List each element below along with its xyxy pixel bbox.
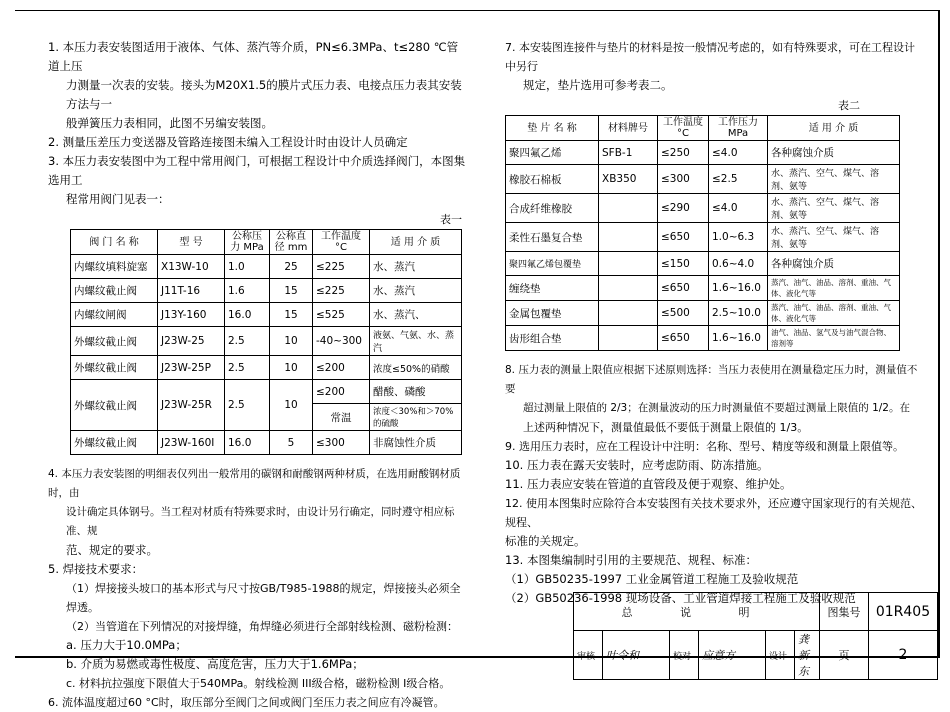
t1-cell: 常温 <box>313 404 370 431</box>
note-4-line-3: 范、规定的要求。 <box>66 543 158 557</box>
note-7-line-2: 规定，垫片选用可参考表二。 <box>523 78 673 92</box>
note-3-line-1: 3. 本压力表安装图中为工程中常用阀门，可根据工程设计中介质选择阀门，本图集选用工 <box>48 154 466 187</box>
drawing-title: 总 说 明 <box>574 593 820 631</box>
t2-cell: 金属包覆垫 <box>506 301 599 326</box>
t1-cell: ≤525 <box>313 303 370 327</box>
t2-cell: 油气、油品、氢气及与油气混合物、溶剂等 <box>768 326 900 351</box>
t2-cell <box>599 326 658 351</box>
t1-cell: J23W-25R <box>158 380 225 431</box>
table-row <box>71 303 462 327</box>
t2-cell: SFB-1 <box>599 141 658 165</box>
t1-cell: J23W-25P <box>158 356 225 380</box>
t2-cell: ≤500 <box>658 301 709 326</box>
t1-cell: 10 <box>270 380 313 431</box>
t2-cell: ≤650 <box>658 326 709 351</box>
t1-cell: 15 <box>270 279 313 303</box>
note-1-line-1: 1. 本压力表安装图适用于液体、气体、蒸汽等介质，PN≤6.3MPa、t≤280 ℃管道上压 <box>48 40 459 73</box>
t2-cell: 柔性石墨复合垫 <box>506 223 599 252</box>
table-row <box>506 326 900 351</box>
t2-header: 材料牌号 <box>599 116 658 141</box>
table-row <box>506 141 900 165</box>
note-8-line-1: 8. 压力表的测量上限值应根据下述原则选择：当压力表使用在测量稳定压力时，测量值不要 <box>505 364 918 395</box>
t2-cell: 水、蒸汽、空气、煤气、溶剂、氨等 <box>768 194 900 223</box>
note-13: 13. 本图集编制时引用的主要规范、规程、标准： <box>505 553 757 567</box>
note-8-line-3: 上述两种情况下，测量值最低不要低于测量上限值的 1/3。 <box>523 421 809 434</box>
t2-cell: ≤650 <box>658 276 709 301</box>
t2-cell: 聚四氟乙烯 <box>506 141 599 165</box>
t2-cell: 各种腐蚀介质 <box>768 141 900 165</box>
t2-cell <box>599 276 658 301</box>
check-label: 校对 <box>670 631 699 680</box>
table-row <box>71 279 462 303</box>
table-row <box>71 327 462 356</box>
t1-header: 工作温度 °C <box>313 230 370 255</box>
t1-cell: ≤300 <box>313 431 370 455</box>
t2-cell: XB350 <box>599 165 658 194</box>
t1-cell: 10 <box>270 356 313 380</box>
t1-cell: 5 <box>270 431 313 455</box>
t1-cell: J13Y-160 <box>158 303 225 327</box>
table-row <box>71 255 462 279</box>
t2-cell <box>599 252 658 276</box>
valve-table <box>70 229 462 455</box>
atlas-label: 图集号 <box>820 593 869 631</box>
table-row <box>506 223 900 252</box>
t1-header: 适 用 介 质 <box>370 230 462 255</box>
t2-cell <box>599 223 658 252</box>
table1-caption: 表一 <box>440 213 462 226</box>
design-signature: 龚新东 <box>795 631 820 680</box>
table2-caption: 表二 <box>838 99 860 112</box>
t1-cell: 2.5 <box>225 356 270 380</box>
note-4-line-1: 4. 本压力表安装图的明细表仅列出一般常用的碳钢和耐酸钢两种材质，在选用耐酸钢材质时，由 <box>48 468 461 499</box>
t1-cell: 1.0 <box>225 255 270 279</box>
t2-cell: 水、蒸汽、空气、煤气、溶剂、氨等 <box>768 165 900 194</box>
review-label: 审核 <box>574 631 603 680</box>
t2-cell: 齿形组合垫 <box>506 326 599 351</box>
note-9: 9. 选用压力表时，应在工程设计中注明：名称、型号、精度等级和测量上限值等。 <box>505 440 904 453</box>
t1-header: 阀 门 名 称 <box>71 230 158 255</box>
t2-cell: ≤4.0 <box>709 194 768 223</box>
t1-cell: ≤225 <box>313 255 370 279</box>
note-1-line-2: 力测量一次表的安装。接头为M20X1.5的膜片式压力表、电接点压力表其安装方法与一 <box>66 78 462 111</box>
t1-cell: -40~300 <box>313 327 370 356</box>
t1-cell: 16.0 <box>225 303 270 327</box>
t2-cell: 蒸汽、油气、油品、溶剂、重油、气体、液化气等 <box>768 276 900 301</box>
t1-cell: 外螺纹截止阀 <box>71 327 158 356</box>
note-6: 6. 流体温度超过60 °C时，取压部分至阀门之间或阀门至压力表之间应有冷凝管。 <box>48 696 445 709</box>
note-10: 10. 压力表在露天安装时，应考虑防雨、防冻措施。 <box>505 458 769 472</box>
t2-header: 垫 片 名 称 <box>506 116 599 141</box>
note-7-line-1: 7. 本安装图连接件与垫片的材料是按一般情况考虑的，如有特殊要求，可在工程设计中另行 <box>505 41 915 73</box>
gasket-table <box>505 115 900 351</box>
note-5: 5. 焊接技术要求： <box>48 562 144 576</box>
t1-cell: 水、蒸汽、 <box>370 303 462 327</box>
t2-cell: ≤290 <box>658 194 709 223</box>
t1-cell: 2.5 <box>225 380 270 431</box>
page-number: 2 <box>869 631 938 680</box>
t2-cell: 蒸汽、油气、油品、溶剂、重油、气体、液化气等 <box>768 301 900 326</box>
t2-cell: 1.0~6.3 <box>709 223 768 252</box>
note-5-b: b. 介质为易燃或毒性极度、高度危害，压力大于1.6MPa； <box>66 657 364 671</box>
table-row <box>506 165 900 194</box>
t1-header: 公称直径 mm <box>270 230 313 255</box>
t2-cell: ≤250 <box>658 141 709 165</box>
t1-cell: J11T-16 <box>158 279 225 303</box>
table-row <box>506 276 900 301</box>
t1-cell: 醋酸、磷酸 <box>370 380 462 404</box>
t1-cell: 内螺纹闸阀 <box>71 303 158 327</box>
t2-cell: 1.6~16.0 <box>709 276 768 301</box>
t2-header: 适 用 介 质 <box>768 116 900 141</box>
t2-cell: ≤300 <box>658 165 709 194</box>
t1-cell: 25 <box>270 255 313 279</box>
t2-header: 工作温度 °C <box>658 116 709 141</box>
t1-cell: 水、蒸汽 <box>370 255 462 279</box>
t1-cell: 2.5 <box>225 327 270 356</box>
t1-cell: X13W-10 <box>158 255 225 279</box>
t1-cell: J23W-160I <box>158 431 225 455</box>
t2-cell <box>599 194 658 223</box>
t1-cell: ≤200 <box>313 356 370 380</box>
t2-header: 工作压力 MPa <box>709 116 768 141</box>
note-5-a: a. 压力大于10.0MPa； <box>66 638 187 652</box>
t1-cell: 浓度＜30%和＞70%的硫酸 <box>370 404 462 431</box>
check-signature: 应意方 <box>699 631 766 680</box>
t1-cell: 非腐蚀性介质 <box>370 431 462 455</box>
t1-cell: 10 <box>270 327 313 356</box>
note-3-line-2: 程常用阀门见表一： <box>66 192 170 206</box>
title-block <box>573 592 938 678</box>
note-5-2: （2）当管道在下列情况的对接焊缝，角焊缝必须进行全部射线检测、磁粉检测： <box>66 620 458 633</box>
t1-cell: ≤200 <box>313 380 370 404</box>
note-1-line-3: 般弹簧压力表相同，此图不另编安装图。 <box>66 116 273 130</box>
t2-cell: 聚四氟乙烯包覆垫 <box>506 252 599 276</box>
t2-cell: 合成纤维橡胶 <box>506 194 599 223</box>
note-5-1: （1）焊接接头坡口的基本形式与尺寸按GB/T985-1988的规定，焊接接头必须全焊透。 <box>66 582 461 614</box>
atlas-number: 01R405 <box>869 593 938 631</box>
t1-cell: ≤225 <box>313 279 370 303</box>
t1-cell: 1.6 <box>225 279 270 303</box>
t1-cell: 水、蒸汽 <box>370 279 462 303</box>
t2-cell: 缠绕垫 <box>506 276 599 301</box>
t1-header: 型 号 <box>158 230 225 255</box>
t1-cell: 外螺纹截止阀 <box>71 356 158 380</box>
t1-cell: 内螺纹填料旋塞 <box>71 255 158 279</box>
t2-cell: ≤4.0 <box>709 141 768 165</box>
table-row <box>71 356 462 380</box>
t2-cell: ≤150 <box>658 252 709 276</box>
table-row <box>506 301 900 326</box>
t1-cell: 内螺纹截止阀 <box>71 279 158 303</box>
left-column <box>48 38 468 712</box>
t2-cell: 橡胶石棉板 <box>506 165 599 194</box>
t2-cell: ≤2.5 <box>709 165 768 194</box>
note-12-line-2: 标准的关规定。 <box>505 534 586 548</box>
reference-2: （2）GB50236-1998 现场设备、工业管道焊接工程施工及验收规范 <box>505 591 856 605</box>
t2-cell: 0.6~4.0 <box>709 252 768 276</box>
note-5-c: c. 材料抗拉强度下限值大于540MPa。射线检测 III级合格，磁粉检测 I级合格。 <box>66 677 451 690</box>
table-row <box>71 431 462 455</box>
t2-cell: 水、蒸汽、空气、煤气、溶剂、氨等 <box>768 223 900 252</box>
note-2: 2. 测量压差压力变送器及管路连接图未编入工程设计时由设计人员确定 <box>48 135 408 149</box>
review-signature: 叶令和 <box>603 631 670 680</box>
note-11: 11. 压力表应安装在管道的直管段及便于观察、维护处。 <box>505 477 792 491</box>
t1-cell: 浓度≤50%的硝酸 <box>370 356 462 380</box>
note-8-line-2: 超过测量上限值的 2/3；在测量波动的压力时测量值不要超过测量上限值的 1/2。在 <box>523 402 910 414</box>
t2-cell: ≤650 <box>658 223 709 252</box>
right-column <box>505 38 925 608</box>
table-row <box>71 380 462 404</box>
t2-cell: 1.6~16.0 <box>709 326 768 351</box>
t1-cell: 外螺纹截止阀 <box>71 380 158 431</box>
t1-cell: 15 <box>270 303 313 327</box>
t1-cell: 液氨、气氨、水、蒸汽 <box>370 327 462 356</box>
t1-cell: 16.0 <box>225 431 270 455</box>
page-label: 页 <box>820 631 869 680</box>
note-4-line-2: 设计确定具体钢号。当工程对材质有特殊要求时，由设计另行确定，同时遵守相应标准、规 <box>66 506 455 537</box>
reference-1: （1）GB50235-1997 工业金属管道工程施工及验收规范 <box>505 572 799 586</box>
t2-cell: 各种腐蚀介质 <box>768 252 900 276</box>
design-label: 设计 <box>766 631 795 680</box>
table-row <box>506 252 900 276</box>
t1-cell: 外螺纹截止阀 <box>71 431 158 455</box>
t1-cell: J23W-25 <box>158 327 225 356</box>
table-row <box>506 194 900 223</box>
t2-cell <box>599 301 658 326</box>
note-12-line-1: 12. 使用本图集时应除符合本安装图有关技术要求外，还应遵守国家现行的有关规范、规程、 <box>505 497 922 529</box>
t1-header: 公称压力 MPa <box>225 230 270 255</box>
t2-cell: 2.5~10.0 <box>709 301 768 326</box>
